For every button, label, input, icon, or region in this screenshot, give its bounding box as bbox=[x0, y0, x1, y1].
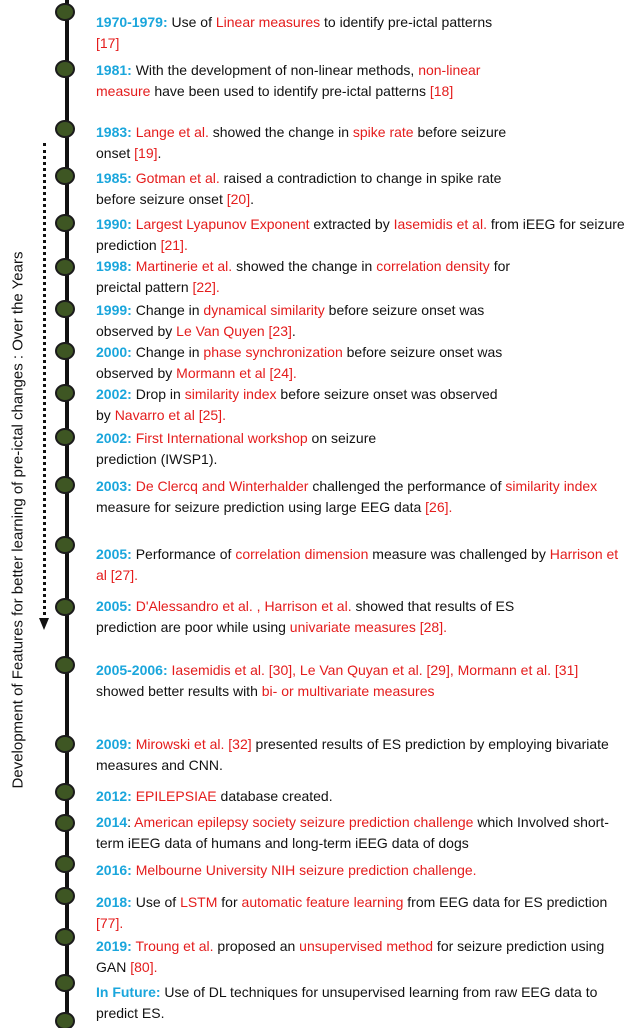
entry-year: 1981: bbox=[96, 62, 132, 78]
entry-text: from iEEG for seizure prediction bbox=[96, 216, 625, 253]
timeline-node bbox=[55, 428, 75, 446]
entry-text: before seizure onset was observed by bbox=[96, 344, 503, 381]
entry-highlight: Navarro et al [25]. bbox=[114, 407, 226, 423]
timeline-node bbox=[55, 342, 75, 360]
entry-year: 1990: bbox=[96, 216, 132, 232]
timeline-entry bbox=[96, 544, 628, 586]
entry-text: which Involved short-term iEEG data of humans and long-term iEEG data of dogs bbox=[96, 814, 609, 851]
timeline-node bbox=[55, 974, 75, 992]
entry-text: Change in bbox=[131, 302, 204, 318]
entry-highlight: Melbourne University NIH seizure prediction challenge. bbox=[135, 862, 477, 878]
entry-highlight: [21]. bbox=[160, 237, 188, 253]
timeline-node bbox=[55, 598, 75, 616]
entry-highlight: D'Alessandro et al. , Harrison et al. bbox=[135, 598, 352, 614]
entry-text: proposed an bbox=[213, 938, 300, 954]
entry-text: showed the change in bbox=[208, 124, 353, 140]
timeline-entry bbox=[96, 428, 436, 470]
entry-year: 2012: bbox=[96, 788, 132, 804]
entry-highlight: Iasemidis et al. bbox=[393, 216, 487, 232]
entry-text: measure was challenged by bbox=[368, 546, 550, 562]
entry-highlight: correlation density bbox=[376, 258, 490, 274]
timeline-node bbox=[55, 476, 75, 494]
entry-highlight: dynamical similarity bbox=[203, 302, 325, 318]
entry-highlight: [18] bbox=[429, 83, 454, 99]
entry-highlight: [26]. bbox=[425, 499, 453, 515]
entry-year: 2002: bbox=[96, 386, 132, 402]
entry-text: challenged the performance of bbox=[308, 478, 506, 494]
timeline-node bbox=[55, 783, 75, 801]
entry-text: : bbox=[127, 814, 135, 830]
entry-highlight: Troung et al. bbox=[135, 938, 214, 954]
entry-highlight: Mormann et al [24]. bbox=[176, 365, 297, 381]
entry-highlight: phase synchronization bbox=[203, 344, 343, 360]
timeline-node bbox=[55, 1012, 75, 1028]
entry-year: 1970-1979: bbox=[96, 14, 168, 30]
entry-text: presented results of ES prediction by employing bivariate measures and CNN. bbox=[96, 736, 609, 773]
timeline-entry bbox=[96, 300, 516, 342]
entry-text: . bbox=[157, 145, 162, 161]
timeline-node bbox=[55, 656, 75, 674]
entry-highlight: Martinerie et al. bbox=[135, 258, 233, 274]
entry-text: . bbox=[250, 191, 254, 207]
entry-text: showed better results with bbox=[96, 683, 262, 699]
entry-highlight: EPILEPSIAE bbox=[135, 788, 217, 804]
timeline-node bbox=[55, 60, 75, 78]
entry-year: 2000: bbox=[96, 344, 132, 360]
entry-highlight: correlation dimension bbox=[235, 546, 369, 562]
entry-highlight: Mirowski et al. [32] bbox=[135, 736, 252, 752]
arrow-down-icon bbox=[39, 618, 49, 630]
entry-highlight: [19] bbox=[134, 145, 158, 161]
entry-highlight: First International workshop bbox=[135, 430, 308, 446]
entry-text: showed the change in bbox=[232, 258, 377, 274]
entry-highlight: [20] bbox=[226, 191, 251, 207]
entry-highlight: Iasemidis et al. [30], Le Van Quyan et al. [29], Mormann et al. [31] bbox=[171, 662, 579, 678]
entry-year: 2016: bbox=[96, 862, 132, 878]
entry-highlight: Le Van Quyen [23] bbox=[176, 323, 292, 339]
timeline-node bbox=[55, 735, 75, 753]
timeline-node bbox=[55, 167, 75, 185]
entry-highlight: univariate measures bbox=[289, 619, 416, 635]
entry-text: raised a contradiction to change in spike rate before seizure onset bbox=[96, 170, 502, 207]
timeline-entry bbox=[96, 60, 536, 102]
entry-text: extracted by bbox=[309, 216, 394, 232]
dotted-arrow-shaft bbox=[43, 143, 46, 621]
entry-highlight: non-linear measure bbox=[96, 62, 481, 99]
entry-year: 2019: bbox=[96, 938, 132, 954]
timeline-node bbox=[55, 928, 75, 946]
entry-highlight: Largest Lyapunov Exponent bbox=[135, 216, 310, 232]
entry-text: before seizure onset was observed by bbox=[96, 386, 498, 423]
entry-highlight: [28]. bbox=[419, 619, 447, 635]
entry-text: Performance of bbox=[131, 546, 236, 562]
entry-text: showed that results of ES prediction are poor while using bbox=[96, 598, 515, 635]
entry-highlight: [77]. bbox=[96, 915, 124, 931]
timeline-entry bbox=[96, 214, 628, 256]
timeline-entry bbox=[96, 860, 628, 881]
timeline-node bbox=[55, 300, 75, 318]
entry-year: 2018: bbox=[96, 894, 132, 910]
entry-text: for preictal pattern bbox=[96, 258, 511, 295]
timeline-entry bbox=[96, 12, 516, 54]
entry-highlight: Gotman et al. bbox=[135, 170, 220, 186]
entry-highlight: [80]. bbox=[130, 959, 158, 975]
timeline-node bbox=[55, 855, 75, 873]
timeline-entry bbox=[96, 384, 516, 426]
timeline-entry bbox=[96, 892, 628, 934]
timeline-node bbox=[55, 887, 75, 905]
entry-highlight: Lange et al. bbox=[135, 124, 209, 140]
entry-text: Use of bbox=[167, 14, 216, 30]
entry-year: 1983: bbox=[96, 124, 132, 140]
entry-text: measure for seizure prediction using large EEG data bbox=[96, 499, 426, 515]
entry-text: on seizure prediction (IWSP1). bbox=[96, 430, 377, 467]
entry-text: Use of bbox=[131, 894, 181, 910]
timeline-entry bbox=[96, 812, 628, 854]
entry-text: for bbox=[217, 894, 242, 910]
entry-year: 2005: bbox=[96, 598, 132, 614]
timeline-node bbox=[55, 814, 75, 832]
timeline-entry bbox=[96, 660, 628, 702]
entry-text: Drop in bbox=[131, 386, 185, 402]
entry-highlight: Harrison et al [27]. bbox=[96, 546, 619, 583]
entry-year: 2014 bbox=[96, 814, 128, 830]
timeline-entry bbox=[96, 256, 516, 298]
entry-highlight: De Clercq and Winterhalder bbox=[135, 478, 309, 494]
timeline-node bbox=[55, 536, 75, 554]
entry-highlight: [17] bbox=[96, 35, 120, 51]
entry-highlight: American epilepsy society seizure prediction challenge bbox=[134, 814, 474, 830]
timeline-node bbox=[55, 3, 75, 21]
entry-year: 1985: bbox=[96, 170, 132, 186]
entry-text: before seizure onset was observed by bbox=[96, 302, 485, 339]
timeline-entry bbox=[96, 476, 628, 518]
entry-highlight: bi- or multivariate measures bbox=[261, 683, 435, 699]
entry-text: have been used to identify pre-ictal patterns bbox=[150, 83, 430, 99]
entry-text: for seizure prediction using GAN bbox=[96, 938, 605, 975]
entry-highlight: Linear measures bbox=[215, 14, 321, 30]
timeline-entry bbox=[96, 596, 526, 638]
entry-year: 2009: bbox=[96, 736, 132, 752]
entry-highlight: automatic feature learning bbox=[241, 894, 404, 910]
timeline-entry bbox=[96, 342, 536, 384]
timeline-entry bbox=[96, 982, 628, 1024]
entry-highlight: similarity index bbox=[184, 386, 277, 402]
timeline-node bbox=[55, 384, 75, 402]
timeline-entry bbox=[96, 122, 516, 164]
entry-text: With the development of non-linear methods, bbox=[131, 62, 419, 78]
entry-year: In Future: bbox=[96, 984, 161, 1000]
timeline-node bbox=[55, 120, 75, 138]
entry-highlight: LSTM bbox=[180, 894, 218, 910]
timeline-node bbox=[55, 214, 75, 232]
entry-year: 2003: bbox=[96, 478, 132, 494]
timeline-entry bbox=[96, 786, 496, 807]
entry-text: . bbox=[291, 323, 296, 339]
entry-text: from EEG data for ES prediction bbox=[403, 894, 608, 910]
entry-year: 2005-2006: bbox=[96, 662, 168, 678]
entry-text: to identify pre-ictal patterns bbox=[320, 14, 493, 30]
entry-year: 1999: bbox=[96, 302, 132, 318]
entry-year: 2002: bbox=[96, 430, 132, 446]
entry-text: before seizure onset bbox=[96, 124, 507, 161]
timeline-entry bbox=[96, 936, 628, 978]
timeline-line bbox=[65, 0, 69, 1028]
entry-highlight: spike rate bbox=[352, 124, 414, 140]
vertical-axis-label: Development of Features for better learning of pre-ictal changes : Over the Years bbox=[9, 251, 27, 789]
entry-text: database created. bbox=[216, 788, 333, 804]
timeline-entry bbox=[96, 168, 526, 210]
timeline-node bbox=[55, 258, 75, 276]
entry-text: Use of DL techniques for unsupervised learning from raw EEG data to predict ES. bbox=[96, 984, 598, 1021]
entry-year: 1998: bbox=[96, 258, 132, 274]
entry-highlight: similarity index bbox=[505, 478, 598, 494]
entry-text: Change in bbox=[131, 344, 204, 360]
timeline-entry bbox=[96, 734, 628, 776]
entry-highlight: unsupervised method bbox=[299, 938, 434, 954]
entry-highlight: [22]. bbox=[192, 279, 220, 295]
entry-year: 2005: bbox=[96, 546, 132, 562]
